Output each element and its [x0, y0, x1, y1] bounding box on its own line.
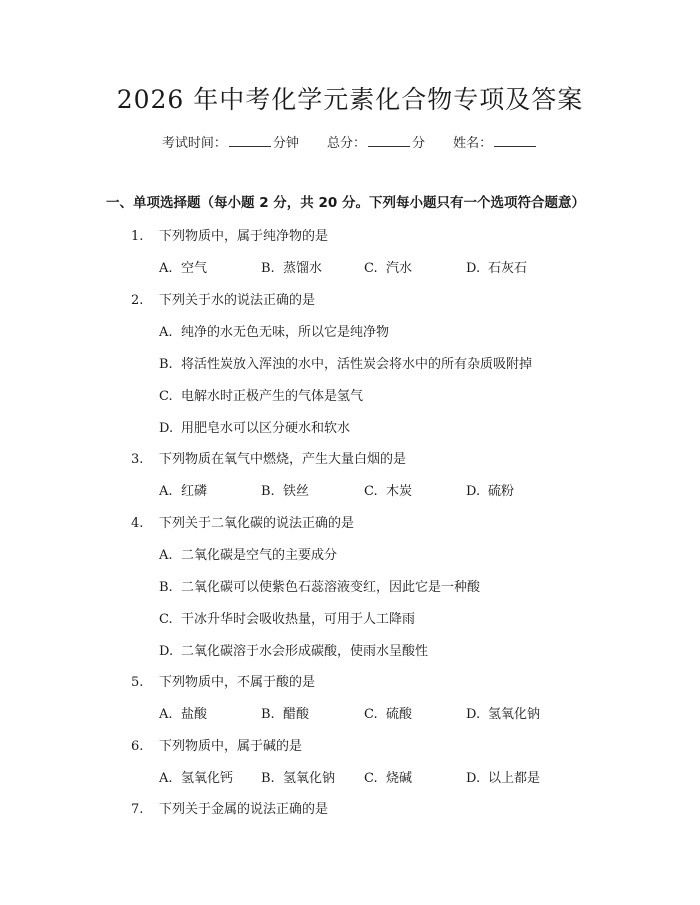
question-6 — [131, 735, 302, 754]
option-text: 蒸馏水 — [283, 261, 323, 276]
option-b — [261, 703, 309, 722]
question-5 — [131, 671, 315, 690]
option-text: 铁丝 — [283, 484, 310, 499]
option-d — [466, 480, 514, 499]
option-letter: B. — [261, 771, 275, 786]
question-number: 4. — [131, 516, 144, 531]
option-letter: C. — [364, 771, 378, 786]
option-letter: B. — [159, 357, 173, 372]
option-b — [261, 480, 309, 499]
option-text: 盐酸 — [181, 707, 208, 722]
option-text: 二氧化碳溶于水会形成碳酸，使雨水呈酸性 — [181, 644, 429, 659]
option-a — [159, 544, 337, 563]
question-number: 3. — [131, 452, 144, 467]
option-d — [466, 257, 527, 276]
option-letter: D. — [466, 484, 481, 499]
option-letter: C. — [364, 261, 378, 276]
option-text: 二氧化碳可以使紫色石蕊溶液变红，因此它是一种酸 — [181, 580, 481, 595]
name-blank — [494, 145, 536, 147]
option-text: 二氧化碳是空气的主要成分 — [181, 548, 338, 563]
section-heading: 一、单项选择题（每小题 2 分，共 20 分。下列每小题只有一个选项符合题意） — [106, 195, 585, 211]
question-4 — [131, 512, 354, 531]
option-text: 电解水时正极产生的气体是氢气 — [181, 389, 364, 404]
option-letter: A. — [159, 484, 173, 499]
question-stem: 下列物质中，不属于酸的是 — [159, 675, 316, 690]
option-d — [159, 417, 350, 436]
question-stem: 下列物质中，属于纯净物的是 — [159, 229, 329, 244]
option-text: 空气 — [181, 261, 208, 276]
question-stem: 下列关于金属的说法正确的是 — [159, 802, 329, 817]
option-c — [159, 608, 415, 627]
option-c — [364, 703, 412, 722]
option-b — [159, 353, 532, 372]
option-text: 汽水 — [386, 261, 413, 276]
question-number: 7. — [131, 802, 144, 817]
option-letter: A. — [159, 325, 173, 340]
question-stem: 下列物质在氧气中燃烧，产生大量白烟的是 — [159, 452, 407, 467]
option-text: 红磷 — [181, 484, 208, 499]
option-b — [261, 767, 335, 786]
time-field — [162, 136, 303, 151]
option-text: 石灰石 — [488, 261, 528, 276]
name-field — [453, 136, 538, 151]
option-c — [159, 385, 363, 404]
option-c — [364, 480, 412, 499]
option-text: 硫粉 — [488, 484, 515, 499]
question-number: 2. — [131, 293, 144, 308]
option-d — [466, 703, 540, 722]
option-letter: D. — [466, 261, 481, 276]
option-letter: B. — [261, 707, 275, 722]
question-3 — [131, 448, 406, 467]
option-letter: A. — [159, 771, 173, 786]
option-a — [159, 767, 233, 786]
option-text: 木炭 — [386, 484, 413, 499]
option-letter: D. — [466, 707, 481, 722]
option-b — [261, 257, 322, 276]
exam-meta — [0, 132, 700, 151]
option-text: 硫酸 — [386, 707, 413, 722]
option-text: 用肥皂水可以区分硬水和软水 — [181, 421, 351, 436]
option-text: 氢氧化钠 — [488, 707, 541, 722]
question-7 — [131, 798, 328, 817]
question-stem: 下列物质中，属于碱的是 — [159, 739, 303, 754]
option-text: 纯净的水无色无味，所以它是纯净物 — [181, 325, 390, 340]
option-letter: B. — [261, 484, 275, 499]
option-text: 以上都是 — [488, 771, 541, 786]
option-letter: B. — [159, 580, 173, 595]
option-text: 氢氧化钙 — [181, 771, 234, 786]
option-a — [159, 703, 207, 722]
time-blank — [229, 145, 271, 147]
option-a — [159, 321, 389, 340]
option-text: 醋酸 — [283, 707, 310, 722]
option-letter: C. — [364, 707, 378, 722]
question-stem: 下列关于水的说法正确的是 — [159, 293, 316, 308]
option-letter: D. — [159, 421, 174, 436]
option-letter: D. — [159, 644, 174, 659]
option-a — [159, 480, 207, 499]
option-c — [364, 767, 412, 786]
option-letter: A. — [159, 261, 173, 276]
time-unit: 分钟 — [272, 136, 299, 151]
option-d — [466, 767, 540, 786]
option-letter: A. — [159, 707, 173, 722]
question-2 — [131, 289, 315, 308]
option-text: 烧碱 — [386, 771, 413, 786]
name-label: 姓名： — [453, 136, 493, 151]
question-stem: 下列关于二氧化碳的说法正确的是 — [159, 516, 355, 531]
exam-title: 2026 年中考化学元素化合物专项及答案 — [116, 85, 584, 114]
score-unit: 分 — [412, 136, 426, 151]
question-number: 5. — [131, 675, 144, 690]
score-blank — [368, 145, 410, 147]
score-label: 总分： — [326, 136, 366, 151]
option-d — [159, 640, 428, 659]
option-letter: C. — [364, 484, 378, 499]
option-letter: C. — [159, 389, 173, 404]
option-b — [159, 576, 480, 595]
question-1 — [131, 225, 328, 244]
question-number: 1. — [131, 229, 144, 244]
option-text: 将活性炭放入浑浊的水中，活性炭会将水中的所有杂质吸附掉 — [181, 357, 533, 372]
option-text: 干冰升华时会吸收热量，可用于人工降雨 — [181, 612, 416, 627]
time-label: 考试时间： — [161, 136, 227, 151]
option-letter: B. — [261, 261, 275, 276]
option-letter: C. — [159, 612, 173, 627]
option-letter: D. — [466, 771, 481, 786]
question-number: 6. — [131, 739, 144, 754]
option-text: 氢氧化钠 — [283, 771, 336, 786]
option-c — [364, 257, 412, 276]
option-a — [159, 257, 207, 276]
option-letter: A. — [159, 548, 173, 563]
score-field — [327, 136, 429, 151]
